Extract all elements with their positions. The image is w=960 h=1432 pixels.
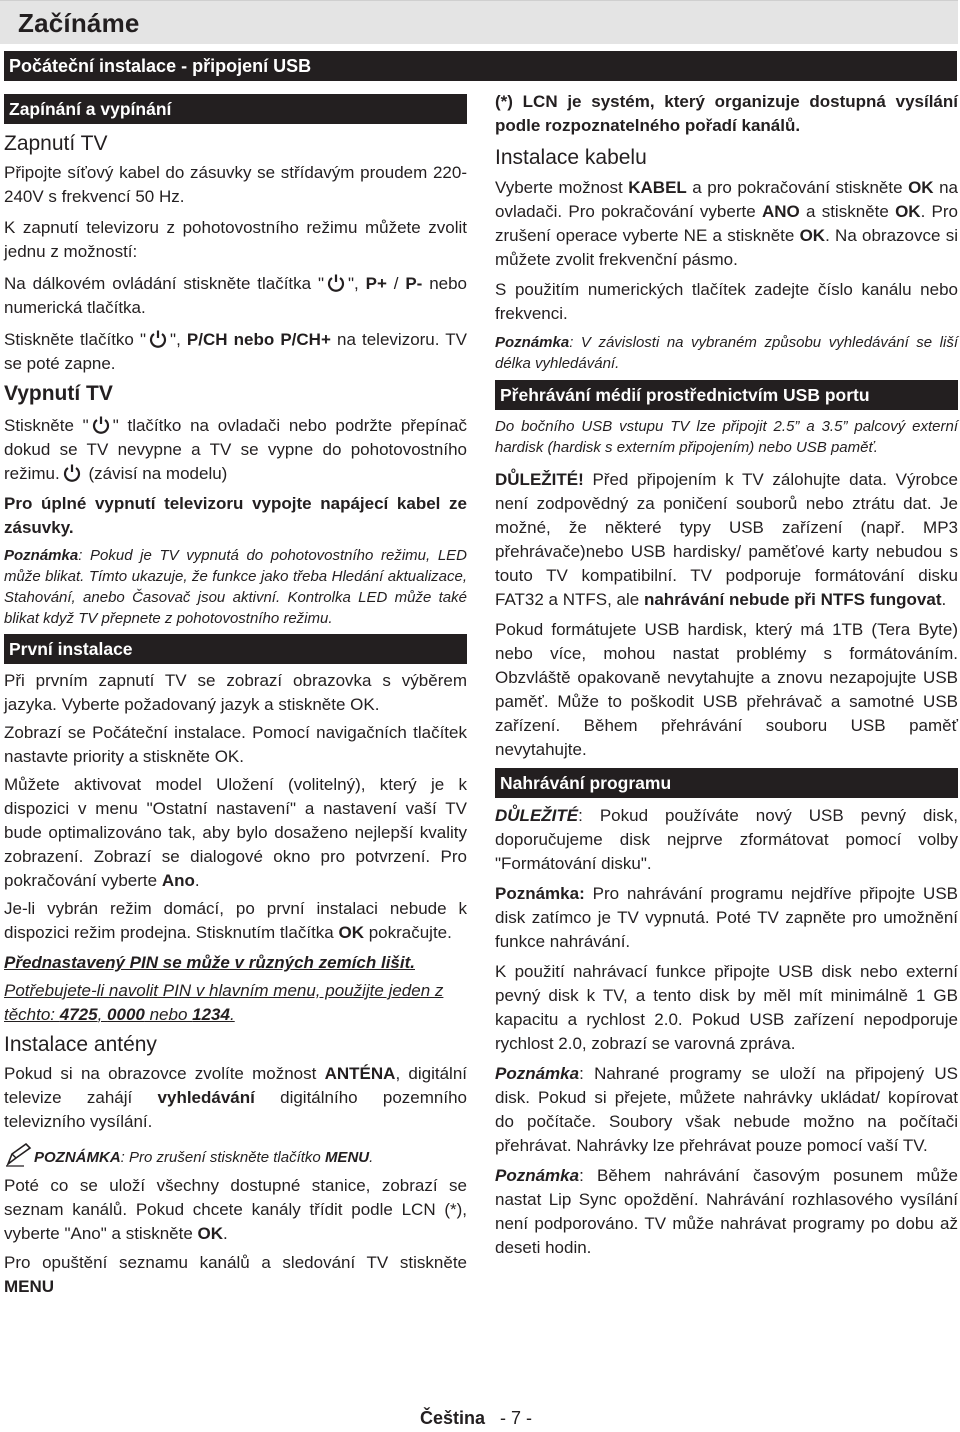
heading-antenna: Instalace antény xyxy=(4,1033,157,1056)
heading-cable: Instalace kabelu xyxy=(495,146,647,169)
para-pin-2: Potřebujete-li navolit PIN v hlavním menu, použijte jeden z těchto: 4725, 0000 nebo 1234. xyxy=(4,981,444,1024)
heading-off: Vypnutí TV xyxy=(4,382,113,405)
para-14: Poté co se uloží všechny dostupné stanice, zobrazí se seznam kanálů. Pokud chcete kanály třídit podle LCN (*), vyberte "Ano" a stiskněte OK. xyxy=(4,1176,467,1243)
rec-para-1: DŮLEŽITÉ: Pokud používáte nový USB pevný disk, doporučujeme disk nejprve zformátovat pomocí volby "Formátování disku". xyxy=(495,806,958,873)
para-10: Je-li vybrán režim domácí, po první instalaci nebude k dispozici režim prodejna. Stisknutím tlačítka OK pokračujte. xyxy=(4,899,467,942)
page-title: Začínáme xyxy=(18,8,140,38)
para-3: Na dálkovém ovládání stiskněte tlačítka " ", P+ / P- nebo numerická tlačítka. xyxy=(4,274,468,317)
para-7: Při prvním zapnutí TV se zobrazí obrazovka s výběrem jazyka. Vyberte požadovaný jazyk a stiskněte OK. xyxy=(4,671,467,714)
para-2: K zapnutí televizoru z pohotovostního režimu můžete zvolit jednu z možností: xyxy=(4,218,467,261)
rec-para-2: Poznámka: Pro nahrávání programu nejdříve připojte USB disk zatímco je TV vypnutá. Poté TV zapněte pro umožnění funkce nahrávání. xyxy=(495,884,958,951)
heading-on: Zapnutí TV xyxy=(4,132,108,155)
page-title-bar xyxy=(0,0,958,44)
page-footer xyxy=(420,1408,532,1429)
note-2: POZNÁMKA: Pro zrušení stiskněte tlačítko MENU. xyxy=(4,1142,467,1168)
important-para-2: Pokud formátujete USB hardisk, který má 1TB (Tera Byte) nebo více, mohou nastat problémy s formátováním. Obzvláště opakovaně nevytahujte a znovu nezapojujte USB paměť. Může to poškodit USB přehrávač a samotné USB zařízení. Během přehrávání souboru USB paměť nevytahujte. xyxy=(495,620,958,759)
pencil-note-icon xyxy=(4,1142,34,1168)
para-pin-1: Přednastavený PIN se může v různých zemích lišit. xyxy=(4,953,415,972)
power-icon xyxy=(91,415,111,435)
power-icon xyxy=(326,273,346,293)
para-9: Můžete aktivovat model Uložení (volitelný), který je k dispozici v menu "Ostatní nastavení" a nastavení vaší TV bude optimalizováno tak, aby bylo dosaženo nejlepší kvality zobrazení. Zobrazí se dialogové okno pro potvrzení. Pro pokračování vyberte Ano. xyxy=(4,775,467,890)
note-1: Poznámka: Pokud je TV vypnutá do pohotovostního režimu, LED může blikat. Tímto ukazuje, že funkce jako třeba Hledání aktualizace, Stahování, anebo Časovač jsou aktivní. Kontrolka LED může také blikat když TV přepnete z pohotovostního režimu. xyxy=(4,547,467,627)
important-para-1: DŮLEŽITÉ! Před připojením k TV zálohujte data. Výrobce není zodpovědný za poničení souborů nebo ztrátu dat. Je možné, že některé typy USB zařízení (např. MP3 přehrávače)nebo USB hardisky/ paměťové karty nebudou s touto TV kompatibilní. TV podporuje formátování disku FAT32 a NTFS, ale nahrávání nebude při NTFS fungovat. xyxy=(495,470,958,609)
para-1: Připojte síťový kabel do zásuvky se střídavým proudem 220-240V s frekvencí 50 Hz. xyxy=(4,163,467,206)
bar-usb: Přehrávání médií prostřednictvím USB portu xyxy=(495,380,958,410)
bar-first-install: První instalace xyxy=(4,634,467,664)
rec-para-5: Poznámka: Během nahrávání časovým posunem může nastat Lip Sync opoždění. Nahrávání rozhlasového vysílání není podporováno. TV může nahrávat programy po dobu až deseti hodin. xyxy=(495,1166,958,1257)
para-4: Stiskněte tlačítko " ", P/CH nebo P/CH+ na televizoru. TV se poté zapne. xyxy=(4,330,468,373)
footer-page-number: - 7 - xyxy=(500,1408,533,1428)
section-banner: Počáteční instalace - připojení USB xyxy=(4,51,957,81)
lcn-text: (*) LCN je systém, který organizuje dostupná vysílání podle rozpoznatelného pořadí kanálů. xyxy=(495,92,958,135)
cable-para-2: S použitím numerických tlačítek zadejte číslo kanálu nebo frekvenci. xyxy=(495,280,958,323)
note-3: Poznámka: V závislosti na vybraném způsobu vyhledávání se liší délka vyhledávání. xyxy=(495,334,958,372)
right-column xyxy=(495,90,958,1260)
para-8: Zobrazí se Počáteční instalace. Pomocí navigačních tlačítek nastavte priority a stiskněte OK. xyxy=(4,723,467,766)
para-5: Stiskněte " " tlačítko na ovladači nebo podržte přepínač dokud se TV nevypne a TV se vypne do pohotovostního režimu. (závisí na modelu) xyxy=(4,416,467,483)
usb-note: Do bočního USB vstupu TV lze připojit 2.5” a 3.5” palcový externí hardisk (hardisk s externím připojením) nebo USB paměť. xyxy=(495,418,958,456)
rec-para-3: K použití nahrávací funkce připojte USB disk nebo externí pevný disk k TV, a tento disk by měl mít minimálně 1 GB kapacitu a rychlost 2.0. Pokud USB zařízení nepodporuje rychlost 2.0, zobrazí se varovná zpráva. xyxy=(495,962,958,1053)
bar-recording: Nahrávání programu xyxy=(495,768,958,798)
power-icon xyxy=(62,463,82,483)
bar-power: Zapínání a vypínání xyxy=(4,94,467,124)
para-13: Pokud si na obrazovce zvolíte možnost ANTÉNA, digitální televize zahájí vyhledávání digitálního pozemního televizního vysílání. xyxy=(4,1064,468,1131)
footer-language: Čeština xyxy=(420,1408,486,1428)
cable-para-1: Vyberte možnost KABEL a pro pokračování stiskněte OK na ovladači. Pro pokračování vyberte ANO a stiskněte OK. Pro zrušení operace vyberte NE a stiskněte OK. Na obrazovce si můžete zvolit frekvenční pásmo. xyxy=(495,178,958,269)
para-15: Pro opuštění seznamu kanálů a sledování TV stiskněte MENU xyxy=(4,1253,467,1296)
left-column xyxy=(4,90,467,1299)
power-icon xyxy=(148,329,168,349)
rec-para-4: Poznámka: Nahrané programy se uloží na připojený US disk. Pokud si přejete, můžete nahrávky ukládat/ kopírovat do počítače. Soubory však nebude možno na počítači přehrávat. Nahrávky lze přehrávat pouze pomocí vaší TV. xyxy=(495,1064,958,1155)
para-6: Pro úplné vypnutí televizoru vypojte napájecí kabel ze zásuvky. xyxy=(4,494,467,537)
